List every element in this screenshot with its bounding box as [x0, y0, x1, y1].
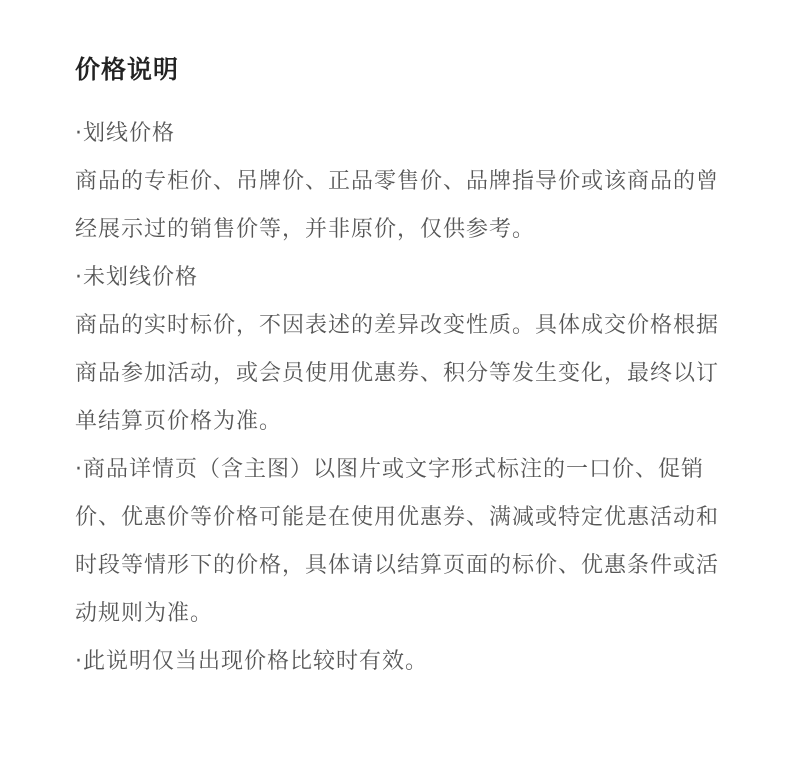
explanation-body [75, 110, 730, 686]
section-text-unstrikethrough-price: 商品的实时标价，不因表述的差异改变性质。具体成交价格根据商品参加活动，或会员使用优惠券、积分等发生变化，最终以订单结算页价格为准。 [75, 313, 720, 434]
section-text-strikethrough-price: 商品的专柜价、吊牌价、正品零售价、品牌指导价或该商品的曾经展示过的销售价等，并非原价，仅供参考。 [75, 169, 720, 242]
note-detail-page-price: ·商品详情页（含主图）以图片或文字形式标注的一口价、促销价、优惠价等价格可能是在使用优惠券、满减或特定优惠活动和时段等情形下的价格，具体请以结算页面的标价、优惠条件或活动规则为准。 [75, 457, 720, 626]
note-validity: ·此说明仅当出现价格比较时有效。 [75, 649, 428, 674]
page-title: 价格说明 [75, 55, 180, 84]
section-heading-strikethrough-price: ·划线价格 [75, 121, 175, 146]
section-heading-unstrikethrough-price: ·未划线价格 [75, 265, 198, 290]
